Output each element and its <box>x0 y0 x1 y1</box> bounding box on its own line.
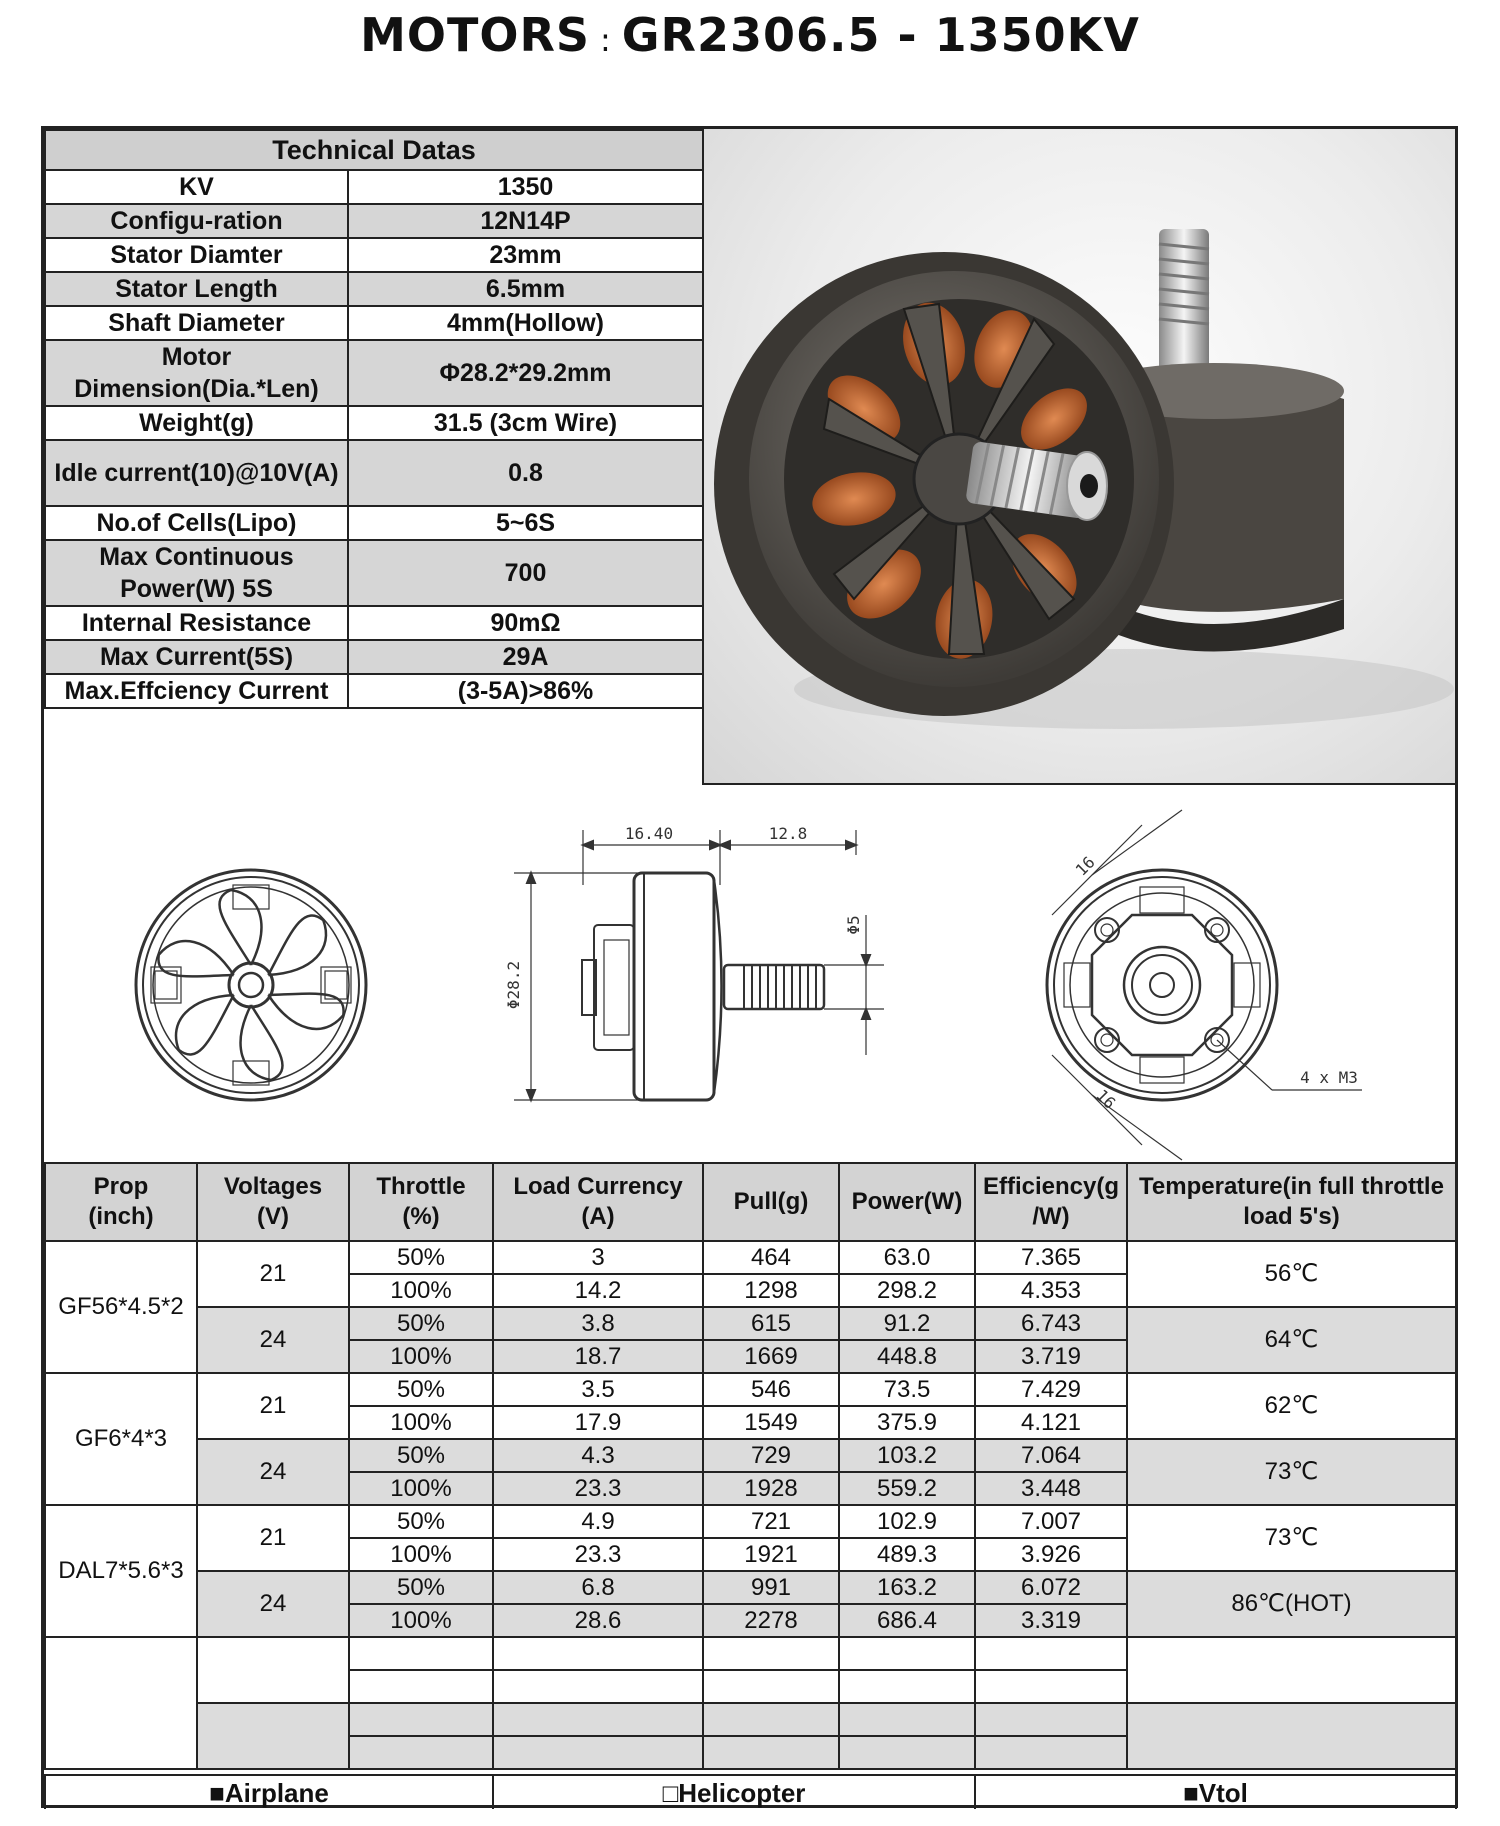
empty-cell <box>839 1703 975 1736</box>
spec-sheet <box>41 126 1458 1808</box>
empty-cell <box>349 1703 493 1736</box>
spec-row <box>45 204 703 238</box>
perf-row <box>45 1439 1456 1472</box>
spec-value: 12N14P <box>348 204 703 238</box>
throttle-cell: 100% <box>349 1604 493 1637</box>
power-cell: 686.4 <box>839 1604 975 1637</box>
prop-cell: DAL7*5.6*3 <box>45 1505 197 1637</box>
efficiency-cell: 3.448 <box>975 1472 1127 1505</box>
pull-cell: 1298 <box>703 1274 839 1307</box>
throttle-cell: 100% <box>349 1274 493 1307</box>
perf-header: Load Currency (A) <box>493 1163 703 1241</box>
vtol-label: ■Vtol <box>975 1775 1456 1809</box>
spec-label: KV <box>45 170 348 204</box>
current-cell: 4.9 <box>493 1505 703 1538</box>
empty-cell <box>839 1637 975 1670</box>
throttle-cell: 50% <box>349 1571 493 1604</box>
efficiency-cell: 4.353 <box>975 1274 1127 1307</box>
efficiency-cell: 6.072 <box>975 1571 1127 1604</box>
power-cell: 163.2 <box>839 1571 975 1604</box>
current-cell: 23.3 <box>493 1472 703 1505</box>
efficiency-cell: 6.743 <box>975 1307 1127 1340</box>
spec-label: Idle current(10)@10V(A) <box>45 440 348 506</box>
throttle-cell: 50% <box>349 1505 493 1538</box>
spec-row <box>45 272 703 306</box>
current-cell: 14.2 <box>493 1274 703 1307</box>
spec-label: Max.Effciency Current <box>45 674 348 708</box>
empty-cell <box>975 1637 1127 1670</box>
screw-label: 4 x M3 <box>1300 1068 1358 1087</box>
spec-row <box>45 674 703 708</box>
spec-label: Stator Diamter <box>45 238 348 272</box>
empty-cell <box>349 1637 493 1670</box>
prop-cell: GF6*4*3 <box>45 1373 197 1505</box>
motor-render-image <box>704 129 1457 783</box>
temperature-cell: 86℃(HOT) <box>1127 1571 1456 1637</box>
dim-label-diameter: Φ28.2 <box>504 960 523 1010</box>
voltage-cell: 24 <box>197 1571 349 1637</box>
current-cell: 18.7 <box>493 1340 703 1373</box>
spec-row <box>45 540 703 606</box>
airplane-label: ■Airplane <box>45 1775 493 1809</box>
efficiency-cell: 3.719 <box>975 1340 1127 1373</box>
drawing-views <box>44 785 1455 1162</box>
spec-row <box>45 406 703 440</box>
spec-value: 6.5mm <box>348 272 703 306</box>
spec-label: Shaft Diameter <box>45 306 348 340</box>
efficiency-cell: 7.064 <box>975 1439 1127 1472</box>
current-cell: 17.9 <box>493 1406 703 1439</box>
helicopter-label: □Helicopter <box>493 1775 975 1809</box>
pull-cell: 2278 <box>703 1604 839 1637</box>
spec-label: Motor Dimension(Dia.*Len) <box>45 340 348 406</box>
power-cell: 102.9 <box>839 1505 975 1538</box>
spec-row <box>45 640 703 674</box>
empty-voltage-cell <box>197 1703 349 1769</box>
temperature-cell: 73℃ <box>1127 1439 1456 1505</box>
title-separator: : <box>600 21 612 59</box>
empty-cell <box>975 1670 1127 1703</box>
temperature-cell: 73℃ <box>1127 1505 1456 1571</box>
pull-cell: 1928 <box>703 1472 839 1505</box>
empty-cell <box>493 1736 703 1769</box>
perf-row <box>45 1571 1456 1604</box>
current-cell: 6.8 <box>493 1571 703 1604</box>
spec-value: 700 <box>348 540 703 606</box>
throttle-cell: 50% <box>349 1373 493 1406</box>
empty-cell <box>493 1703 703 1736</box>
empty-row <box>45 1703 1456 1736</box>
power-cell: 73.5 <box>839 1373 975 1406</box>
empty-cell <box>703 1670 839 1703</box>
spec-row <box>45 170 703 204</box>
application-footer <box>44 1774 1457 1809</box>
pull-cell: 1669 <box>703 1340 839 1373</box>
spec-value: Φ28.2*29.2mm <box>348 340 703 406</box>
performance-table <box>44 1162 1457 1770</box>
efficiency-cell: 7.429 <box>975 1373 1127 1406</box>
spec-label: Configu-ration <box>45 204 348 238</box>
throttle-cell: 50% <box>349 1307 493 1340</box>
power-cell: 489.3 <box>839 1538 975 1571</box>
dim-label-12-8: 12.8 <box>768 824 808 843</box>
perf-row <box>45 1373 1456 1406</box>
efficiency-cell: 7.365 <box>975 1241 1127 1274</box>
spec-row <box>45 506 703 540</box>
empty-cell <box>839 1670 975 1703</box>
current-cell: 28.6 <box>493 1604 703 1637</box>
perf-header: Pull(g) <box>703 1163 839 1241</box>
technical-drawings <box>44 785 1455 1162</box>
empty-cell <box>349 1670 493 1703</box>
current-cell: 23.3 <box>493 1538 703 1571</box>
temperature-cell: 56℃ <box>1127 1241 1456 1307</box>
dim-label-16-top: 16 <box>1071 852 1099 880</box>
throttle-cell: 50% <box>349 1241 493 1274</box>
spec-value: 5~6S <box>348 506 703 540</box>
spec-row <box>45 440 703 506</box>
efficiency-cell: 4.121 <box>975 1406 1127 1439</box>
side-view-drawing <box>514 830 884 1100</box>
perf-header: Temperature(in full throttle load 5's) <box>1127 1163 1456 1241</box>
spec-row <box>45 340 703 406</box>
perf-row <box>45 1241 1456 1274</box>
pull-cell: 991 <box>703 1571 839 1604</box>
pull-cell: 729 <box>703 1439 839 1472</box>
empty-voltage-cell <box>197 1637 349 1703</box>
temperature-cell: 62℃ <box>1127 1373 1456 1439</box>
spec-value: 90mΩ <box>348 606 703 640</box>
temperature-cell: 64℃ <box>1127 1307 1456 1373</box>
power-cell: 448.8 <box>839 1340 975 1373</box>
title-model: GR2306.5 - 1350KV <box>621 8 1140 62</box>
empty-cell <box>839 1736 975 1769</box>
throttle-cell: 50% <box>349 1439 493 1472</box>
voltage-cell: 21 <box>197 1373 349 1439</box>
pull-cell: 1921 <box>703 1538 839 1571</box>
power-cell: 559.2 <box>839 1472 975 1505</box>
throttle-cell: 100% <box>349 1472 493 1505</box>
title-motors: MOTORS <box>360 8 591 62</box>
current-cell: 4.3 <box>493 1439 703 1472</box>
spec-row <box>45 238 703 272</box>
prop-cell: GF56*4.5*2 <box>45 1241 197 1373</box>
empty-temp-cell <box>1127 1703 1456 1769</box>
perf-row <box>45 1307 1456 1340</box>
spec-label: Max Continuous Power(W) 5S <box>45 540 348 606</box>
empty-prop-cell <box>45 1637 197 1769</box>
spec-value: 23mm <box>348 238 703 272</box>
pull-cell: 464 <box>703 1241 839 1274</box>
spec-value: 31.5 (3cm Wire) <box>348 406 703 440</box>
perf-header: Voltages (V) <box>197 1163 349 1241</box>
top-view-drawing <box>136 870 366 1100</box>
throttle-cell: 100% <box>349 1340 493 1373</box>
voltage-cell: 24 <box>197 1307 349 1373</box>
perf-header: Efficiency(g /W) <box>975 1163 1127 1241</box>
spec-label: Max Current(5S) <box>45 640 348 674</box>
efficiency-cell: 3.926 <box>975 1538 1127 1571</box>
perf-header: Prop (inch) <box>45 1163 197 1241</box>
pull-cell: 615 <box>703 1307 839 1340</box>
power-cell: 298.2 <box>839 1274 975 1307</box>
empty-cell <box>703 1637 839 1670</box>
spec-label: Weight(g) <box>45 406 348 440</box>
perf-header: Throttle (%) <box>349 1163 493 1241</box>
dim-label-16-bottom: 16 <box>1092 1085 1120 1113</box>
current-cell: 3.5 <box>493 1373 703 1406</box>
spec-value: 0.8 <box>348 440 703 506</box>
spec-label: No.of Cells(Lipo) <box>45 506 348 540</box>
spec-value: 1350 <box>348 170 703 204</box>
empty-cell <box>975 1736 1127 1769</box>
empty-cell <box>349 1736 493 1769</box>
technical-data-header: Technical Datas <box>45 130 703 170</box>
spec-value: 29A <box>348 640 703 674</box>
voltage-cell: 21 <box>197 1505 349 1571</box>
spec-value: 4mm(Hollow) <box>348 306 703 340</box>
perf-row <box>45 1505 1456 1538</box>
empty-cell <box>975 1703 1127 1736</box>
current-cell: 3.8 <box>493 1307 703 1340</box>
pull-cell: 1549 <box>703 1406 839 1439</box>
spec-label: Stator Length <box>45 272 348 306</box>
efficiency-cell: 7.007 <box>975 1505 1127 1538</box>
pull-cell: 546 <box>703 1373 839 1406</box>
motor-photo <box>702 129 1455 785</box>
spec-value: (3-5A)>86% <box>348 674 703 708</box>
empty-cell <box>493 1637 703 1670</box>
throttle-cell: 100% <box>349 1538 493 1571</box>
power-cell: 63.0 <box>839 1241 975 1274</box>
pull-cell: 721 <box>703 1505 839 1538</box>
technical-data-table <box>44 129 704 709</box>
voltage-cell: 21 <box>197 1241 349 1307</box>
empty-row <box>45 1637 1456 1670</box>
spec-label: Internal Resistance <box>45 606 348 640</box>
empty-temp-cell <box>1127 1637 1456 1703</box>
empty-cell <box>703 1736 839 1769</box>
empty-cell <box>493 1670 703 1703</box>
power-cell: 91.2 <box>839 1307 975 1340</box>
efficiency-cell: 3.319 <box>975 1604 1127 1637</box>
spec-row <box>45 306 703 340</box>
dim-label-shaft: Φ5 <box>844 915 863 935</box>
current-cell: 3 <box>493 1241 703 1274</box>
empty-cell <box>703 1703 839 1736</box>
page-title <box>0 8 1500 62</box>
throttle-cell: 100% <box>349 1406 493 1439</box>
perf-header: Power(W) <box>839 1163 975 1241</box>
spec-row <box>45 606 703 640</box>
power-cell: 375.9 <box>839 1406 975 1439</box>
power-cell: 103.2 <box>839 1439 975 1472</box>
dim-label-16-40: 16.40 <box>624 824 674 843</box>
voltage-cell: 24 <box>197 1439 349 1505</box>
